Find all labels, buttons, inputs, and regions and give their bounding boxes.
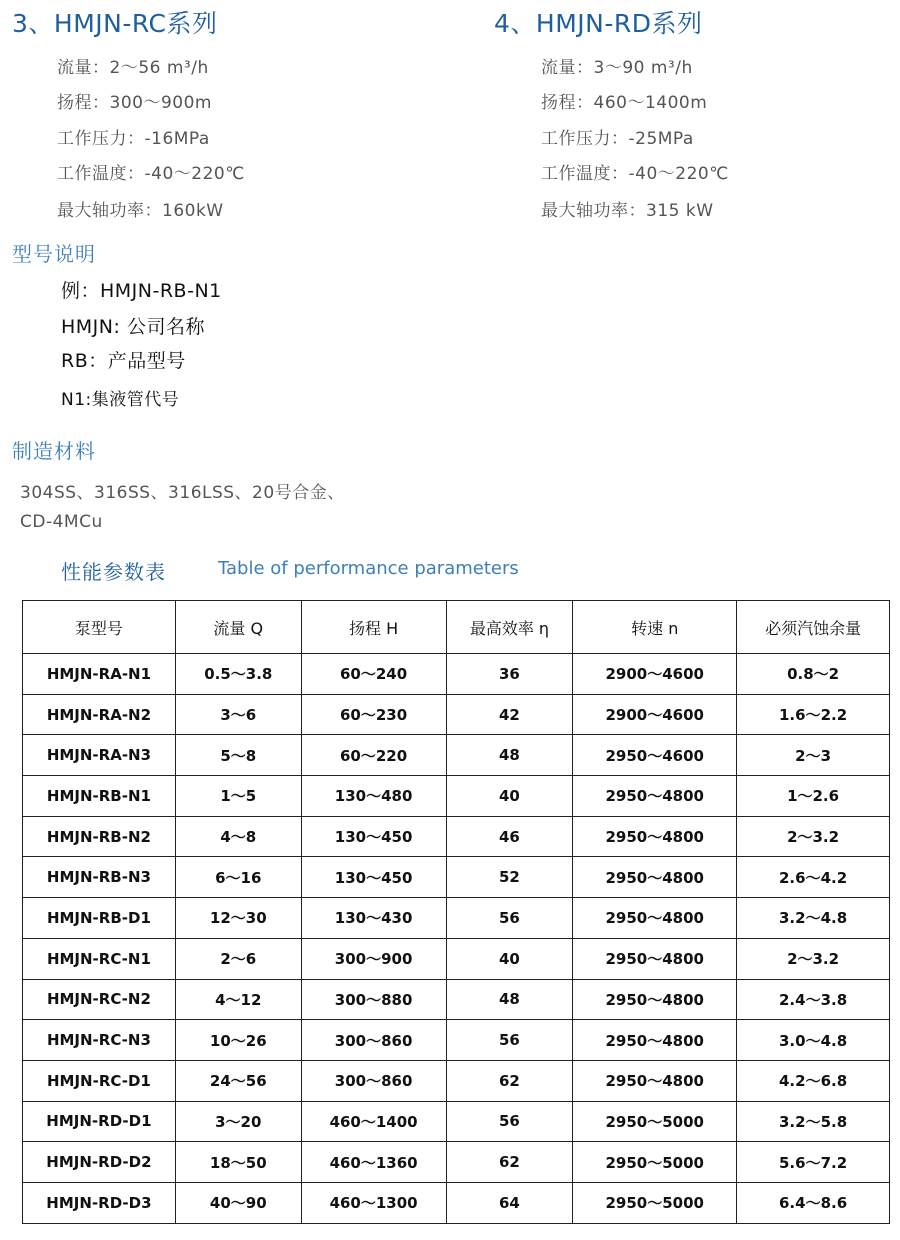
cell-model: HMJN-RB-D1 bbox=[23, 898, 176, 939]
cell-model: HMJN-RB-N2 bbox=[23, 816, 176, 857]
cell-model: HMJN-RC-N1 bbox=[23, 938, 176, 979]
cell-speed: 2950～4600 bbox=[573, 735, 737, 776]
model-product-type: RB：产品型号 bbox=[61, 350, 186, 372]
cell-head: 300～880 bbox=[301, 979, 446, 1020]
cell-npsh: 3.2～4.8 bbox=[737, 898, 890, 939]
series-rc-flow: 流量：2～56 m³/h bbox=[57, 58, 209, 78]
header-efficiency: 最高效率 η bbox=[446, 601, 573, 654]
cell-speed: 2900～4600 bbox=[573, 654, 737, 695]
table-row bbox=[23, 1060, 890, 1101]
cell-speed: 2950～5000 bbox=[573, 1182, 737, 1223]
table-row bbox=[23, 979, 890, 1020]
cell-efficiency: 52 bbox=[446, 857, 573, 898]
cell-head: 300～860 bbox=[301, 1060, 446, 1101]
series-rc-head: 扬程：300～900m bbox=[57, 93, 212, 113]
series-rd-pressure: 工作压力：-25MPa bbox=[541, 129, 694, 149]
table-row bbox=[23, 735, 890, 776]
cell-efficiency: 56 bbox=[446, 1101, 573, 1142]
performance-title-cn: 性能参数表 bbox=[61, 560, 166, 584]
model-section-title: 型号说明 bbox=[12, 242, 96, 266]
series-rd-power: 最大轴功率：315 kW bbox=[541, 201, 714, 221]
cell-npsh: 1～2.6 bbox=[737, 776, 890, 817]
cell-flow: 40～90 bbox=[175, 1182, 301, 1223]
cell-model: HMJN-RD-D2 bbox=[23, 1142, 176, 1183]
cell-model: HMJN-RD-D1 bbox=[23, 1101, 176, 1142]
header-speed: 转速 n bbox=[573, 601, 737, 654]
cell-flow: 24～56 bbox=[175, 1060, 301, 1101]
cell-model: HMJN-RC-D1 bbox=[23, 1060, 176, 1101]
table-row bbox=[23, 1142, 890, 1183]
cell-speed: 2950～4800 bbox=[573, 979, 737, 1020]
cell-npsh: 4.2～6.8 bbox=[737, 1060, 890, 1101]
cell-efficiency: 40 bbox=[446, 776, 573, 817]
cell-npsh: 0.8～2 bbox=[737, 654, 890, 695]
cell-head: 460～1300 bbox=[301, 1182, 446, 1223]
table-row bbox=[23, 938, 890, 979]
cell-flow: 6～16 bbox=[175, 857, 301, 898]
cell-speed: 2950～4800 bbox=[573, 857, 737, 898]
cell-flow: 18～50 bbox=[175, 1142, 301, 1183]
cell-head: 60～220 bbox=[301, 735, 446, 776]
cell-efficiency: 48 bbox=[446, 979, 573, 1020]
cell-model: HMJN-RB-N1 bbox=[23, 776, 176, 817]
cell-head: 130～430 bbox=[301, 898, 446, 939]
cell-flow: 1～5 bbox=[175, 776, 301, 817]
cell-model: HMJN-RA-N1 bbox=[23, 654, 176, 695]
cell-head: 460～1400 bbox=[301, 1101, 446, 1142]
table-row bbox=[23, 1182, 890, 1223]
table-header-row bbox=[23, 601, 890, 654]
cell-efficiency: 62 bbox=[446, 1142, 573, 1183]
cell-head: 130～480 bbox=[301, 776, 446, 817]
cell-flow: 4～12 bbox=[175, 979, 301, 1020]
cell-speed: 2950～4800 bbox=[573, 776, 737, 817]
cell-npsh: 3.0～4.8 bbox=[737, 1020, 890, 1061]
cell-speed: 2950～4800 bbox=[573, 938, 737, 979]
cell-model: HMJN-RA-N3 bbox=[23, 735, 176, 776]
cell-head: 60～230 bbox=[301, 694, 446, 735]
cell-efficiency: 56 bbox=[446, 1020, 573, 1061]
header-model: 泵型号 bbox=[23, 601, 176, 654]
cell-efficiency: 62 bbox=[446, 1060, 573, 1101]
table-row bbox=[23, 694, 890, 735]
model-collector-code: N1:集液管代号 bbox=[61, 390, 180, 410]
cell-model: HMJN-RD-D3 bbox=[23, 1182, 176, 1223]
cell-speed: 2950～5000 bbox=[573, 1142, 737, 1183]
cell-flow: 5～8 bbox=[175, 735, 301, 776]
cell-efficiency: 46 bbox=[446, 816, 573, 857]
cell-head: 300～860 bbox=[301, 1020, 446, 1061]
cell-npsh: 2～3.2 bbox=[737, 938, 890, 979]
cell-efficiency: 48 bbox=[446, 735, 573, 776]
series-rc-power: 最大轴功率：160kW bbox=[57, 201, 224, 221]
table-row bbox=[23, 857, 890, 898]
performance-title-en: Table of performance parameters bbox=[218, 558, 519, 579]
material-line-2: CD-4MCu bbox=[20, 512, 103, 532]
cell-speed: 2950～4800 bbox=[573, 816, 737, 857]
material-line-1: 304SS、316SS、316LSS、20号合金、 bbox=[20, 483, 345, 503]
cell-model: HMJN-RC-N2 bbox=[23, 979, 176, 1020]
model-company: HMJN: 公司名称 bbox=[61, 316, 205, 338]
table-row bbox=[23, 898, 890, 939]
series-rd-temperature: 工作温度：-40～220℃ bbox=[541, 164, 729, 184]
cell-model: HMJN-RC-N3 bbox=[23, 1020, 176, 1061]
header-flow: 流量 Q bbox=[175, 601, 301, 654]
series-rd-title: 4、HMJN-RD系列 bbox=[494, 9, 703, 38]
cell-npsh: 2～3.2 bbox=[737, 816, 890, 857]
cell-model: HMJN-RA-N2 bbox=[23, 694, 176, 735]
cell-npsh: 3.2～5.8 bbox=[737, 1101, 890, 1142]
series-rd-flow: 流量：3～90 m³/h bbox=[541, 58, 693, 78]
series-rd-head: 扬程：460～1400m bbox=[541, 93, 708, 113]
cell-head: 60～240 bbox=[301, 654, 446, 695]
cell-npsh: 2～3 bbox=[737, 735, 890, 776]
cell-model: HMJN-RB-N3 bbox=[23, 857, 176, 898]
performance-table bbox=[22, 600, 890, 1224]
cell-flow: 3～6 bbox=[175, 694, 301, 735]
header-head: 扬程 H bbox=[301, 601, 446, 654]
cell-efficiency: 36 bbox=[446, 654, 573, 695]
cell-efficiency: 64 bbox=[446, 1182, 573, 1223]
cell-npsh: 1.6～2.2 bbox=[737, 694, 890, 735]
model-example: 例：HMJN-RB-N1 bbox=[61, 280, 222, 302]
cell-speed: 2950～5000 bbox=[573, 1101, 737, 1142]
cell-flow: 12～30 bbox=[175, 898, 301, 939]
cell-speed: 2900～4600 bbox=[573, 694, 737, 735]
series-rc-title: 3、HMJN-RC系列 bbox=[12, 9, 218, 38]
cell-efficiency: 56 bbox=[446, 898, 573, 939]
cell-flow: 4～8 bbox=[175, 816, 301, 857]
cell-head: 130～450 bbox=[301, 816, 446, 857]
header-npsh: 必须汽蚀余量 bbox=[737, 601, 890, 654]
cell-flow: 0.5～3.8 bbox=[175, 654, 301, 695]
cell-speed: 2950～4800 bbox=[573, 898, 737, 939]
cell-npsh: 2.4～3.8 bbox=[737, 979, 890, 1020]
cell-npsh: 5.6～7.2 bbox=[737, 1142, 890, 1183]
table-row bbox=[23, 816, 890, 857]
cell-flow: 10～26 bbox=[175, 1020, 301, 1061]
table-row bbox=[23, 776, 890, 817]
cell-npsh: 2.6～4.2 bbox=[737, 857, 890, 898]
table-row bbox=[23, 1020, 890, 1061]
cell-speed: 2950～4800 bbox=[573, 1060, 737, 1101]
cell-head: 300～900 bbox=[301, 938, 446, 979]
cell-npsh: 6.4～8.6 bbox=[737, 1182, 890, 1223]
cell-efficiency: 42 bbox=[446, 694, 573, 735]
cell-efficiency: 40 bbox=[446, 938, 573, 979]
table-row bbox=[23, 1101, 890, 1142]
series-rc-pressure: 工作压力：-16MPa bbox=[57, 129, 210, 149]
cell-flow: 2～6 bbox=[175, 938, 301, 979]
cell-speed: 2950～4800 bbox=[573, 1020, 737, 1061]
cell-head: 130～450 bbox=[301, 857, 446, 898]
cell-head: 460～1360 bbox=[301, 1142, 446, 1183]
cell-flow: 3～20 bbox=[175, 1101, 301, 1142]
series-rc-temperature: 工作温度：-40～220℃ bbox=[57, 164, 245, 184]
material-section-title: 制造材料 bbox=[12, 439, 96, 463]
table-row bbox=[23, 654, 890, 695]
